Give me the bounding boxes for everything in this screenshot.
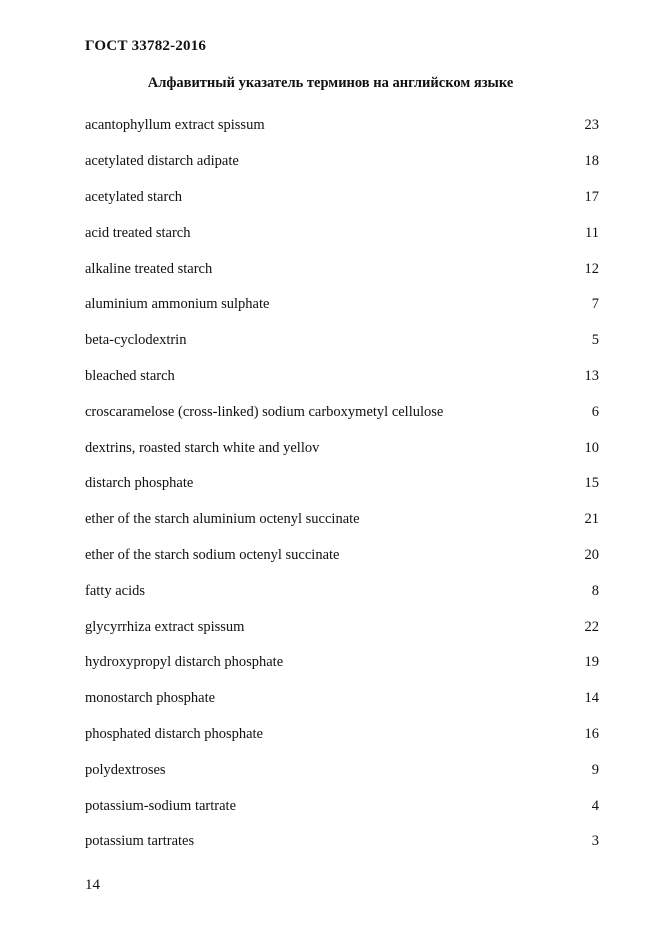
entry-term: acid treated starch bbox=[85, 224, 191, 241]
entry-number: 18 bbox=[584, 153, 599, 170]
index-entry bbox=[85, 609, 600, 645]
entry-number: 17 bbox=[584, 188, 599, 205]
entry-term: croscaramelose (cross-linked) sodium carboxymetyl cellulose bbox=[85, 403, 444, 420]
entry-term: polydextroses bbox=[85, 761, 166, 778]
entry-term: potassium-sodium tartrate bbox=[85, 797, 237, 814]
entry-number: 10 bbox=[584, 439, 599, 456]
entry-number: 5 bbox=[591, 332, 599, 349]
entry-term: ether of the starch sodium octenyl succinate bbox=[85, 546, 340, 563]
entry-term: monostarch phosphate bbox=[85, 690, 216, 707]
entry-term: distarch phosphate bbox=[85, 475, 194, 492]
entry-term: acetylated distarch adipate bbox=[85, 153, 239, 170]
index-title: Алфавитный указатель терминов на английском языке bbox=[147, 75, 514, 91]
index-entry bbox=[85, 251, 600, 287]
index-entry bbox=[85, 573, 600, 609]
entry-number: 3 bbox=[591, 833, 599, 850]
index-entry bbox=[85, 645, 600, 681]
entry-number: 20 bbox=[584, 546, 599, 563]
entry-number: 22 bbox=[584, 618, 599, 635]
entry-number: 21 bbox=[584, 511, 599, 528]
entry-number: 8 bbox=[591, 582, 599, 599]
index-entry bbox=[85, 502, 600, 538]
entry-term: phosphated distarch phosphate bbox=[85, 725, 263, 742]
index-entry bbox=[85, 287, 600, 323]
entry-term: acetylated starch bbox=[85, 188, 183, 205]
entry-number: 7 bbox=[591, 296, 599, 313]
entry-term: fatty acids bbox=[85, 582, 145, 599]
entry-number: 14 bbox=[584, 690, 599, 707]
index-entry bbox=[85, 108, 600, 144]
index-entry bbox=[85, 466, 600, 502]
entry-term: dextrins, roasted starch white and yellov bbox=[85, 439, 320, 456]
entry-number: 12 bbox=[584, 260, 599, 277]
document-standard-header: ГОСТ 33782-2016 bbox=[85, 38, 207, 54]
entry-term: alkaline treated starch bbox=[85, 260, 213, 277]
index-entry bbox=[85, 717, 600, 753]
index-entry bbox=[85, 215, 600, 251]
entry-number: 6 bbox=[591, 403, 599, 420]
index-entry bbox=[85, 359, 600, 395]
entry-number: 16 bbox=[584, 725, 599, 742]
entry-term: hydroxypropyl distarch phosphate bbox=[85, 654, 284, 671]
entry-number: 19 bbox=[584, 654, 599, 671]
entry-number: 15 bbox=[584, 475, 599, 492]
entry-term: bleached starch bbox=[85, 367, 175, 384]
page-number: 14 bbox=[85, 877, 100, 893]
index-entry bbox=[85, 394, 600, 430]
entry-number: 11 bbox=[585, 224, 599, 241]
entry-term: aluminium ammonium sulphate bbox=[85, 296, 270, 313]
index-entry bbox=[85, 430, 600, 466]
entry-term: glycyrrhiza extract spissum bbox=[85, 618, 245, 635]
entry-number: 23 bbox=[584, 117, 599, 134]
index-entry bbox=[85, 788, 600, 824]
index-entry bbox=[85, 180, 600, 216]
term-index-list bbox=[85, 108, 600, 860]
index-entry bbox=[85, 323, 600, 359]
index-entry bbox=[85, 752, 600, 788]
entry-term: potassium tartrates bbox=[85, 833, 195, 850]
entry-number: 9 bbox=[591, 761, 599, 778]
entry-term: ether of the starch aluminium octenyl succinate bbox=[85, 511, 360, 528]
entry-number: 13 bbox=[584, 367, 599, 384]
index-entry bbox=[85, 144, 600, 180]
entry-term: acantophyllum extract spissum bbox=[85, 117, 265, 134]
index-entry bbox=[85, 824, 600, 860]
index-entry bbox=[85, 681, 600, 717]
index-entry bbox=[85, 538, 600, 574]
entry-term: beta-cyclodextrin bbox=[85, 332, 187, 349]
entry-number: 4 bbox=[591, 797, 599, 814]
